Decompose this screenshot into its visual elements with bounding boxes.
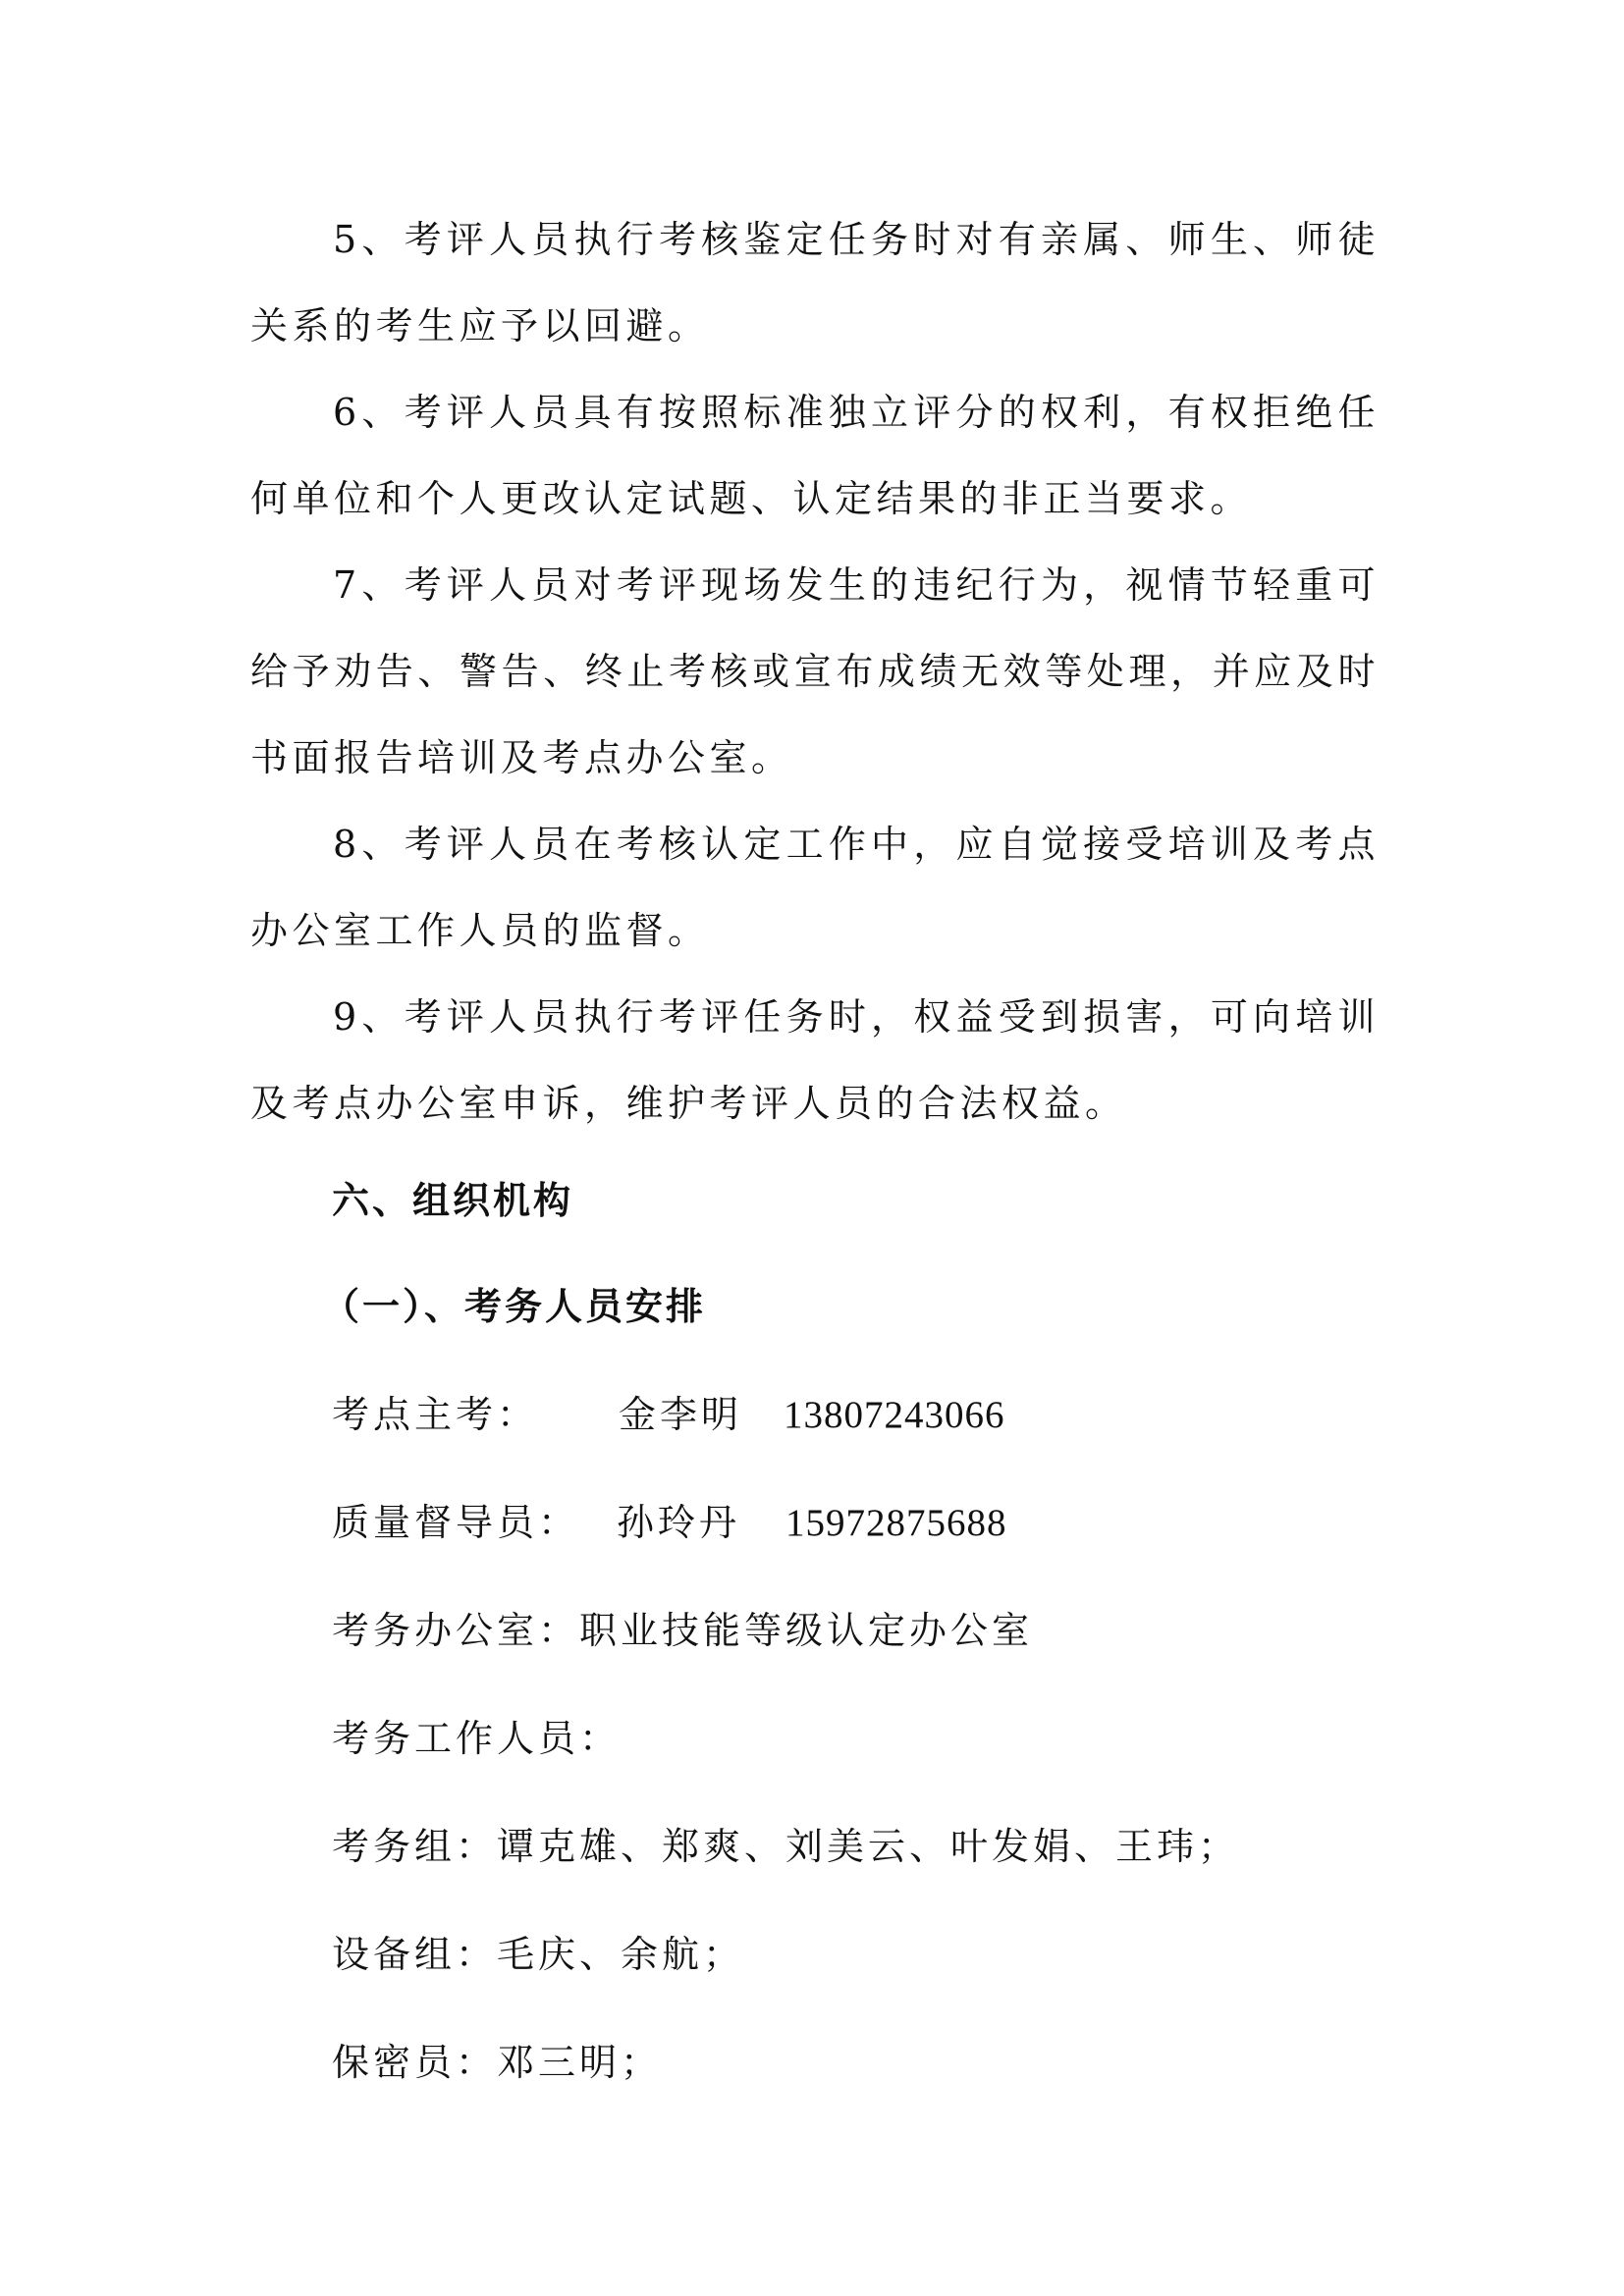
- exam-group-line: 考务组：谭克雄、郑爽、刘美云、叶发娟、王玮；: [332, 1825, 1240, 1868]
- quality-supervisor-phone: 15972875688: [785, 1502, 1007, 1544]
- sub-heading: （一）、考务人员安排: [322, 1284, 707, 1328]
- quality-supervisor-name: 孙玲丹: [617, 1501, 741, 1544]
- paragraph-item-7: 7、考评人员对考评现场发生的违纪行为，视情节轻重可给予劝告、警告、终止考核或宣布成绩无效等处理，并应及时书面报告培训及考点办公室。: [250, 563, 1380, 779]
- exam-staff-label: 考务工作人员：: [332, 1717, 622, 1760]
- chief-examiner-phone: 13807243066: [784, 1394, 1005, 1436]
- quality-supervisor-line: [332, 1492, 1007, 1546]
- section-heading: 六、组织机构: [332, 1178, 574, 1222]
- chief-examiner-line: [332, 1384, 1005, 1438]
- quality-supervisor-label: 质量督导员：: [332, 1501, 580, 1544]
- chief-examiner-name: 金李明: [619, 1393, 743, 1436]
- equipment-group-line: 设备组：毛庆、余航；: [332, 1933, 745, 1976]
- exam-office-line: 考务办公室：职业技能等级认定办公室: [332, 1609, 1034, 1652]
- paragraph-item-8: 8、考评人员在考核认定工作中，应自觉接受培训及考点办公室工作人员的监督。: [250, 823, 1380, 952]
- confidentiality-officer-line: 保密员：邓三明；: [332, 2041, 663, 2084]
- paragraph-item-9: 9、考评人员执行考评任务时，权益受到损害，可向培训及考点办公室申诉，维护考评人员的合法权益。: [250, 995, 1380, 1125]
- chief-examiner-label: 考点主考：: [332, 1393, 539, 1436]
- paragraph-item-6: 6、考评人员具有按照标准独立评分的权利，有权拒绝任何单位和个人更改认定试题、认定结果的非正当要求。: [250, 391, 1380, 520]
- paragraph-item-5: 5、考评人员执行考核鉴定任务时对有亲属、师生、师徒关系的考生应予以回避。: [250, 218, 1380, 347]
